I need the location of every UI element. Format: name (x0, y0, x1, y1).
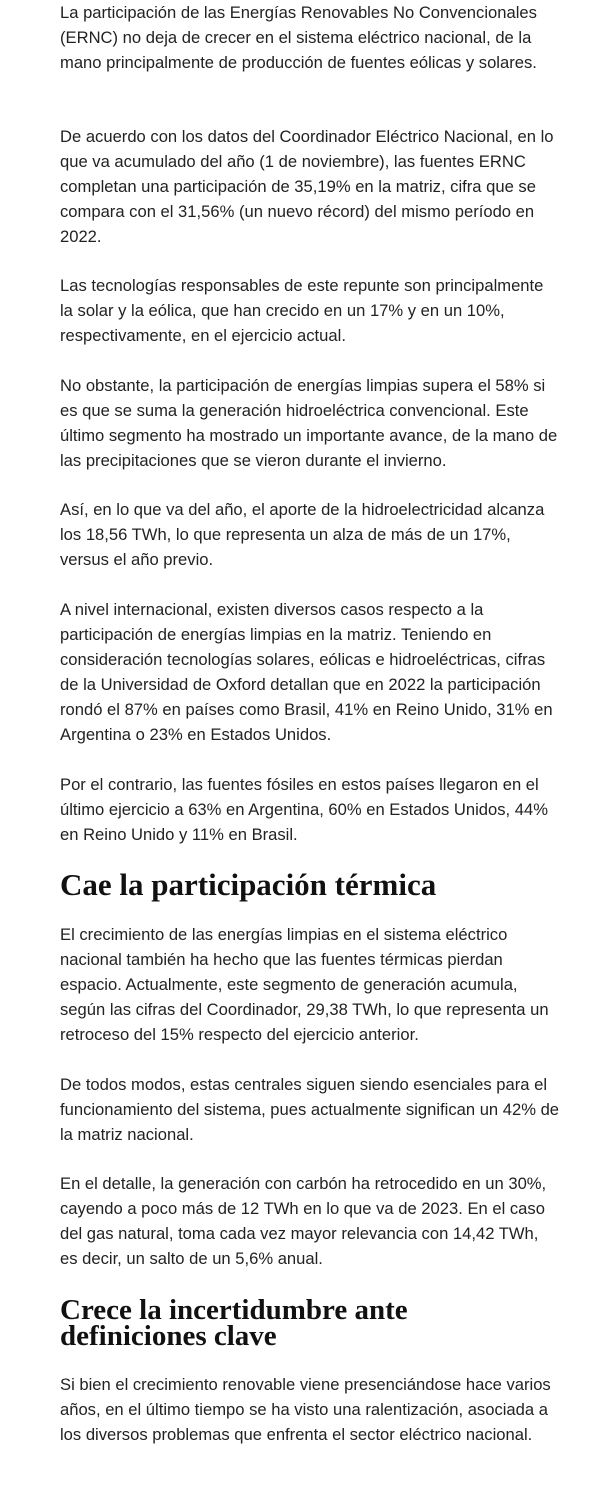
section-heading-uncertainty: Crece la incertidumbre ante definiciones clave (60, 1294, 408, 1352)
uncertainty-paragraph-1: Si bien el crecimiento renovable viene presenciándose hace varios años, en el último tiempo se ha visto una ralentización, asociada a los diversos problemas que enfrenta el sector eléctrico nacional. (60, 1375, 551, 1444)
intro-paragraph-3: Las tecnologías responsables de este repunte son principalmente la solar y la eólica, que han crecido en un 17% y en un 10%, respectivamente, en el ejercicio actual. (60, 276, 544, 345)
thermal-paragraph-2: De todos modos, estas centrales siguen siendo esenciales para el funcionamiento del sistema, pues actualmente significan un 42% de la matriz nacional. (60, 1075, 560, 1144)
intro-paragraph-5: Así, en lo que va del año, el aporte de la hidroelectricidad alcanza los 18,56 TWh, lo que representa un alza de más de un 17%, versus el año previo. (60, 500, 545, 569)
intro-paragraph-4: No obstante, la participación de energías limpias supera el 58% si es que se suma la generación hidroeléctrica convencional. Este último segmento ha mostrado un importante avance, de la mano de las precipitaciones que se vieron durante el invierno. (60, 376, 558, 470)
section-heading-thermal: Cae la participación térmica (60, 867, 437, 902)
intro-paragraph-6: A nivel internacional, existen diversos casos respecto a la participación de energías limpias en la matriz. Teniendo en consideración tecnologías solares, eólicas e hidroeléctricas, cifras de la Universidad de Oxford detallan que en 2022 la participación rondó el 87% en países como Brasil, 41% en Reino Unido, 31% en Argentina o 23% en Estados Unidos. (60, 600, 553, 744)
intro-paragraph-2: De acuerdo con los datos del Coordinador Eléctrico Nacional, en lo que va acumulado del año (1 de noviembre), las fuentes ERNC completan una participación de 35,19% en la matriz, cifra que se compara con el 31,56% (un nuevo récord) del mismo período en 2022. (60, 127, 554, 246)
thermal-paragraph-1: El crecimiento de las energías limpias en el sistema eléctrico nacional también ha hecho que las fuentes térmicas pierdan espacio. Actualmente, este segmento de generación acumula, según las cifras del Coordinador, 29,38 TWh, lo que representa un retroceso del 15% respecto del ejercicio anterior. (60, 925, 549, 1044)
thermal-paragraph-3: En el detalle, la generación con carbón ha retrocedido en un 30%, cayendo a poco más de 12 TWh en lo que va de 2023. En el caso del gas natural, toma cada vez mayor relevancia con 14,42 TWh, es decir, un salto de un 5,6% anual. (60, 1174, 547, 1268)
intro-paragraph-1: La participación de las Energías Renovables No Convencionales (ERNC) no deja de crecer en el sistema eléctrico nacional, de la mano principalmente de producción de fuentes eólicas y solares. (60, 3, 537, 72)
intro-paragraph-7: Por el contrario, las fuentes fósiles en estos países llegaron en el último ejercicio a 63% en Argentina, 60% en Estados Unidos, 44% en Reino Unido y 11% en Brasil. (60, 775, 548, 844)
